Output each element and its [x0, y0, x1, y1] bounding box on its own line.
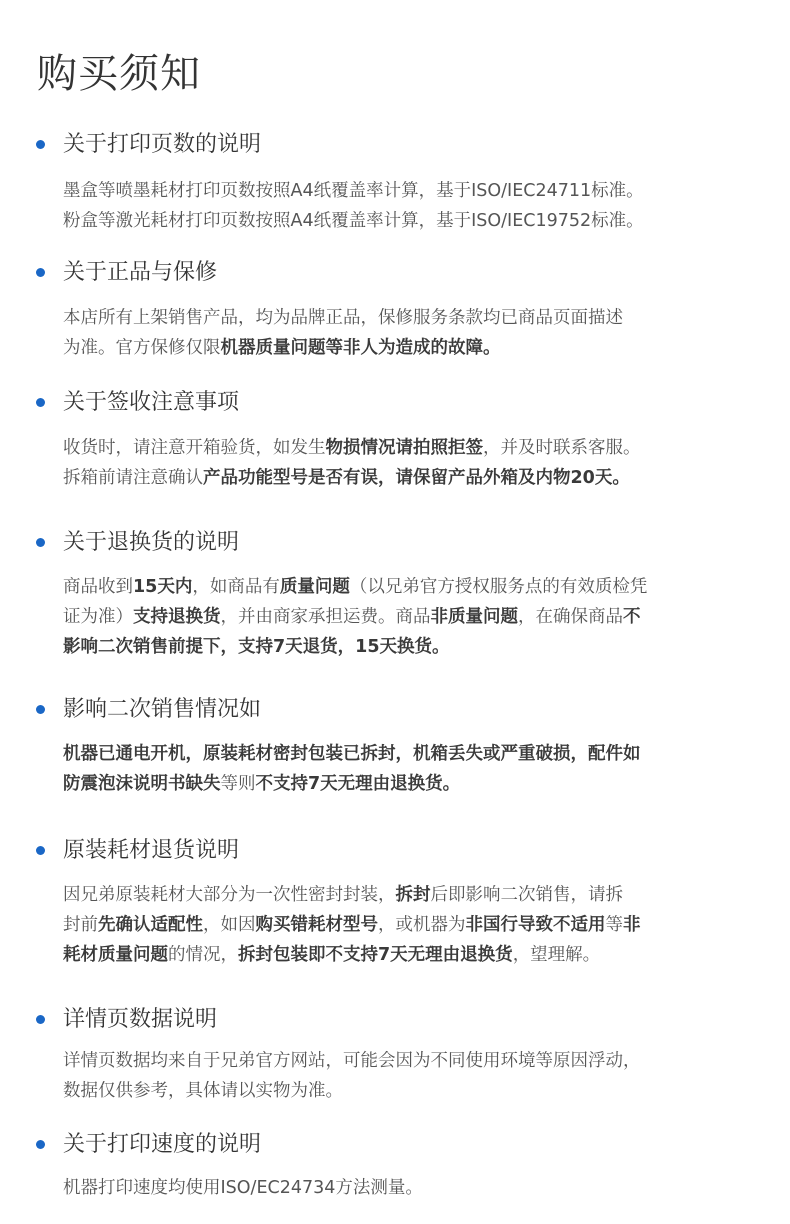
- body-text: 机器打印速度均使用ISO/EC24734方法测量。: [63, 1178, 423, 1198]
- body-text: 封前: [63, 915, 98, 935]
- emphasis-text: 质量问题: [279, 577, 350, 597]
- body-text: ，并由商家承担运费。商品: [220, 607, 431, 627]
- body-text: 后即影响二次销售，请拆: [430, 885, 623, 905]
- section-title: 详情页数据说明: [63, 1007, 218, 1032]
- page-title: 购买须知: [37, 51, 201, 97]
- section-detail-data: [0, 1003, 790, 1101]
- bullet-icon: [36, 538, 45, 547]
- emphasis-text: 耗材质量问题: [63, 945, 168, 965]
- body-text: 商品收到: [63, 577, 133, 597]
- section-title: 关于退换货的说明: [63, 530, 240, 555]
- body-line: [63, 940, 743, 970]
- emphasis-text: 非质量问题: [430, 607, 518, 627]
- body-text: 墨盒等喷墨耗材打印页数按照A4纸覆盖率计算，基于ISO/IEC24711标准。: [63, 181, 644, 201]
- body-text: 收货时，请注意开箱验货，如发生: [63, 438, 326, 458]
- emphasis-text: 机器已通电开机，原装耗材密封包装已拆封，机箱丢失或严重破损，配件如: [63, 744, 641, 764]
- body-line: [63, 769, 743, 799]
- section-original-consumables: [0, 834, 790, 965]
- emphasis-text: 支持退换货: [133, 607, 221, 627]
- section-resale-impact: [0, 693, 790, 794]
- body-text: ，如商品有: [192, 577, 280, 597]
- section-title: 关于签收注意事项: [63, 390, 240, 415]
- body-line: [63, 880, 743, 910]
- section-body: [63, 176, 743, 236]
- body-text: 证为准）: [63, 607, 133, 627]
- section-genuine-warranty: [0, 256, 790, 358]
- body-line: [63, 206, 743, 236]
- bullet-icon: [36, 705, 45, 714]
- body-text: ，望理解。: [512, 945, 601, 965]
- body-line: [63, 176, 743, 206]
- body-line: [63, 1173, 743, 1203]
- emphasis-text: 物损情况请拍照拒签: [325, 438, 483, 458]
- body-text: 因兄弟原装耗材大部分为一次性密封封装，: [63, 885, 396, 905]
- section-return-exchange: [0, 526, 790, 657]
- emphasis-text: 非: [623, 915, 641, 935]
- emphasis-text: 拆封包装即不支持7天无理由退换货: [238, 945, 513, 965]
- section-body: [63, 1046, 743, 1106]
- section-title: 关于正品与保修: [63, 260, 218, 285]
- body-text: 为准。官方保修仅限: [63, 338, 221, 358]
- body-line: [63, 602, 743, 632]
- section-body: [63, 303, 743, 363]
- body-text: 粉盒等激光耗材打印页数按照A4纸覆盖率计算，基于ISO/IEC19752标准。: [63, 211, 644, 231]
- emphasis-text: 15天内: [133, 577, 193, 597]
- body-text: ，如因: [203, 915, 256, 935]
- emphasis-text: 非国行导致不适用: [465, 915, 606, 935]
- section-print-speed: [0, 1128, 790, 1198]
- emphasis-text: 拆封: [395, 885, 431, 905]
- body-line: [63, 303, 743, 333]
- section-title: 关于打印速度的说明: [63, 1132, 262, 1157]
- body-line: [63, 1076, 743, 1106]
- bullet-icon: [36, 1015, 45, 1024]
- section-print-pages: [0, 128, 790, 231]
- emphasis-text: 产品功能型号是否有误，请保留产品外箱及内物20天。: [203, 468, 630, 488]
- bullet-icon: [36, 846, 45, 855]
- emphasis-text: 机器质量问题等非人为造成的故障。: [220, 338, 501, 358]
- section-body: [63, 739, 743, 799]
- body-text: 详情页数据均来自于兄弟官方网站，可能会因为不同使用环境等原因浮动，: [63, 1051, 641, 1071]
- section-receipt-notes: [0, 386, 790, 488]
- bullet-icon: [36, 268, 45, 277]
- body-text: 数据仅供参考，具体请以实物为准。: [63, 1081, 343, 1101]
- emphasis-text: 防震泡沫说明书缺失: [63, 774, 221, 794]
- emphasis-text: 影响二次销售前提下，支持7天退货，15天换货。: [63, 637, 450, 657]
- section-title: 影响二次销售情况如: [63, 697, 262, 722]
- emphasis-text: 先确认适配性: [98, 915, 203, 935]
- body-text: 等: [605, 915, 623, 935]
- section-body: [63, 433, 743, 493]
- body-line: [63, 463, 743, 493]
- body-line: [63, 1046, 743, 1076]
- bullet-icon: [36, 1140, 45, 1149]
- section-body: [63, 572, 743, 662]
- body-line: [63, 333, 743, 363]
- bullet-icon: [36, 140, 45, 149]
- section-title: 关于打印页数的说明: [63, 132, 262, 157]
- emphasis-text: 购买错耗材型号: [255, 915, 378, 935]
- section-title: 原装耗材退货说明: [63, 838, 240, 863]
- section-body: [63, 1173, 743, 1203]
- body-text: 等则: [220, 774, 256, 794]
- body-text: ，在确保商品: [518, 607, 623, 627]
- body-line: [63, 572, 743, 602]
- body-line: [63, 910, 743, 940]
- emphasis-text: 不: [623, 607, 641, 627]
- body-text: ，或机器为: [378, 915, 466, 935]
- body-text: （以兄弟官方授权服务点的有效质检凭: [349, 577, 648, 597]
- body-text: 本店所有上架销售产品，均为品牌正品，保修服务条款均已商品页面描述: [63, 308, 623, 328]
- body-text: 的情况，: [168, 945, 238, 965]
- body-text: ，并及时联系客服。: [483, 438, 641, 458]
- body-line: [63, 632, 743, 662]
- body-line: [63, 433, 743, 463]
- body-line: [63, 739, 743, 769]
- section-body: [63, 880, 743, 970]
- emphasis-text: 不支持7天无理由退换货。: [255, 774, 461, 794]
- bullet-icon: [36, 398, 45, 407]
- body-text: 拆箱前请注意确认: [63, 468, 203, 488]
